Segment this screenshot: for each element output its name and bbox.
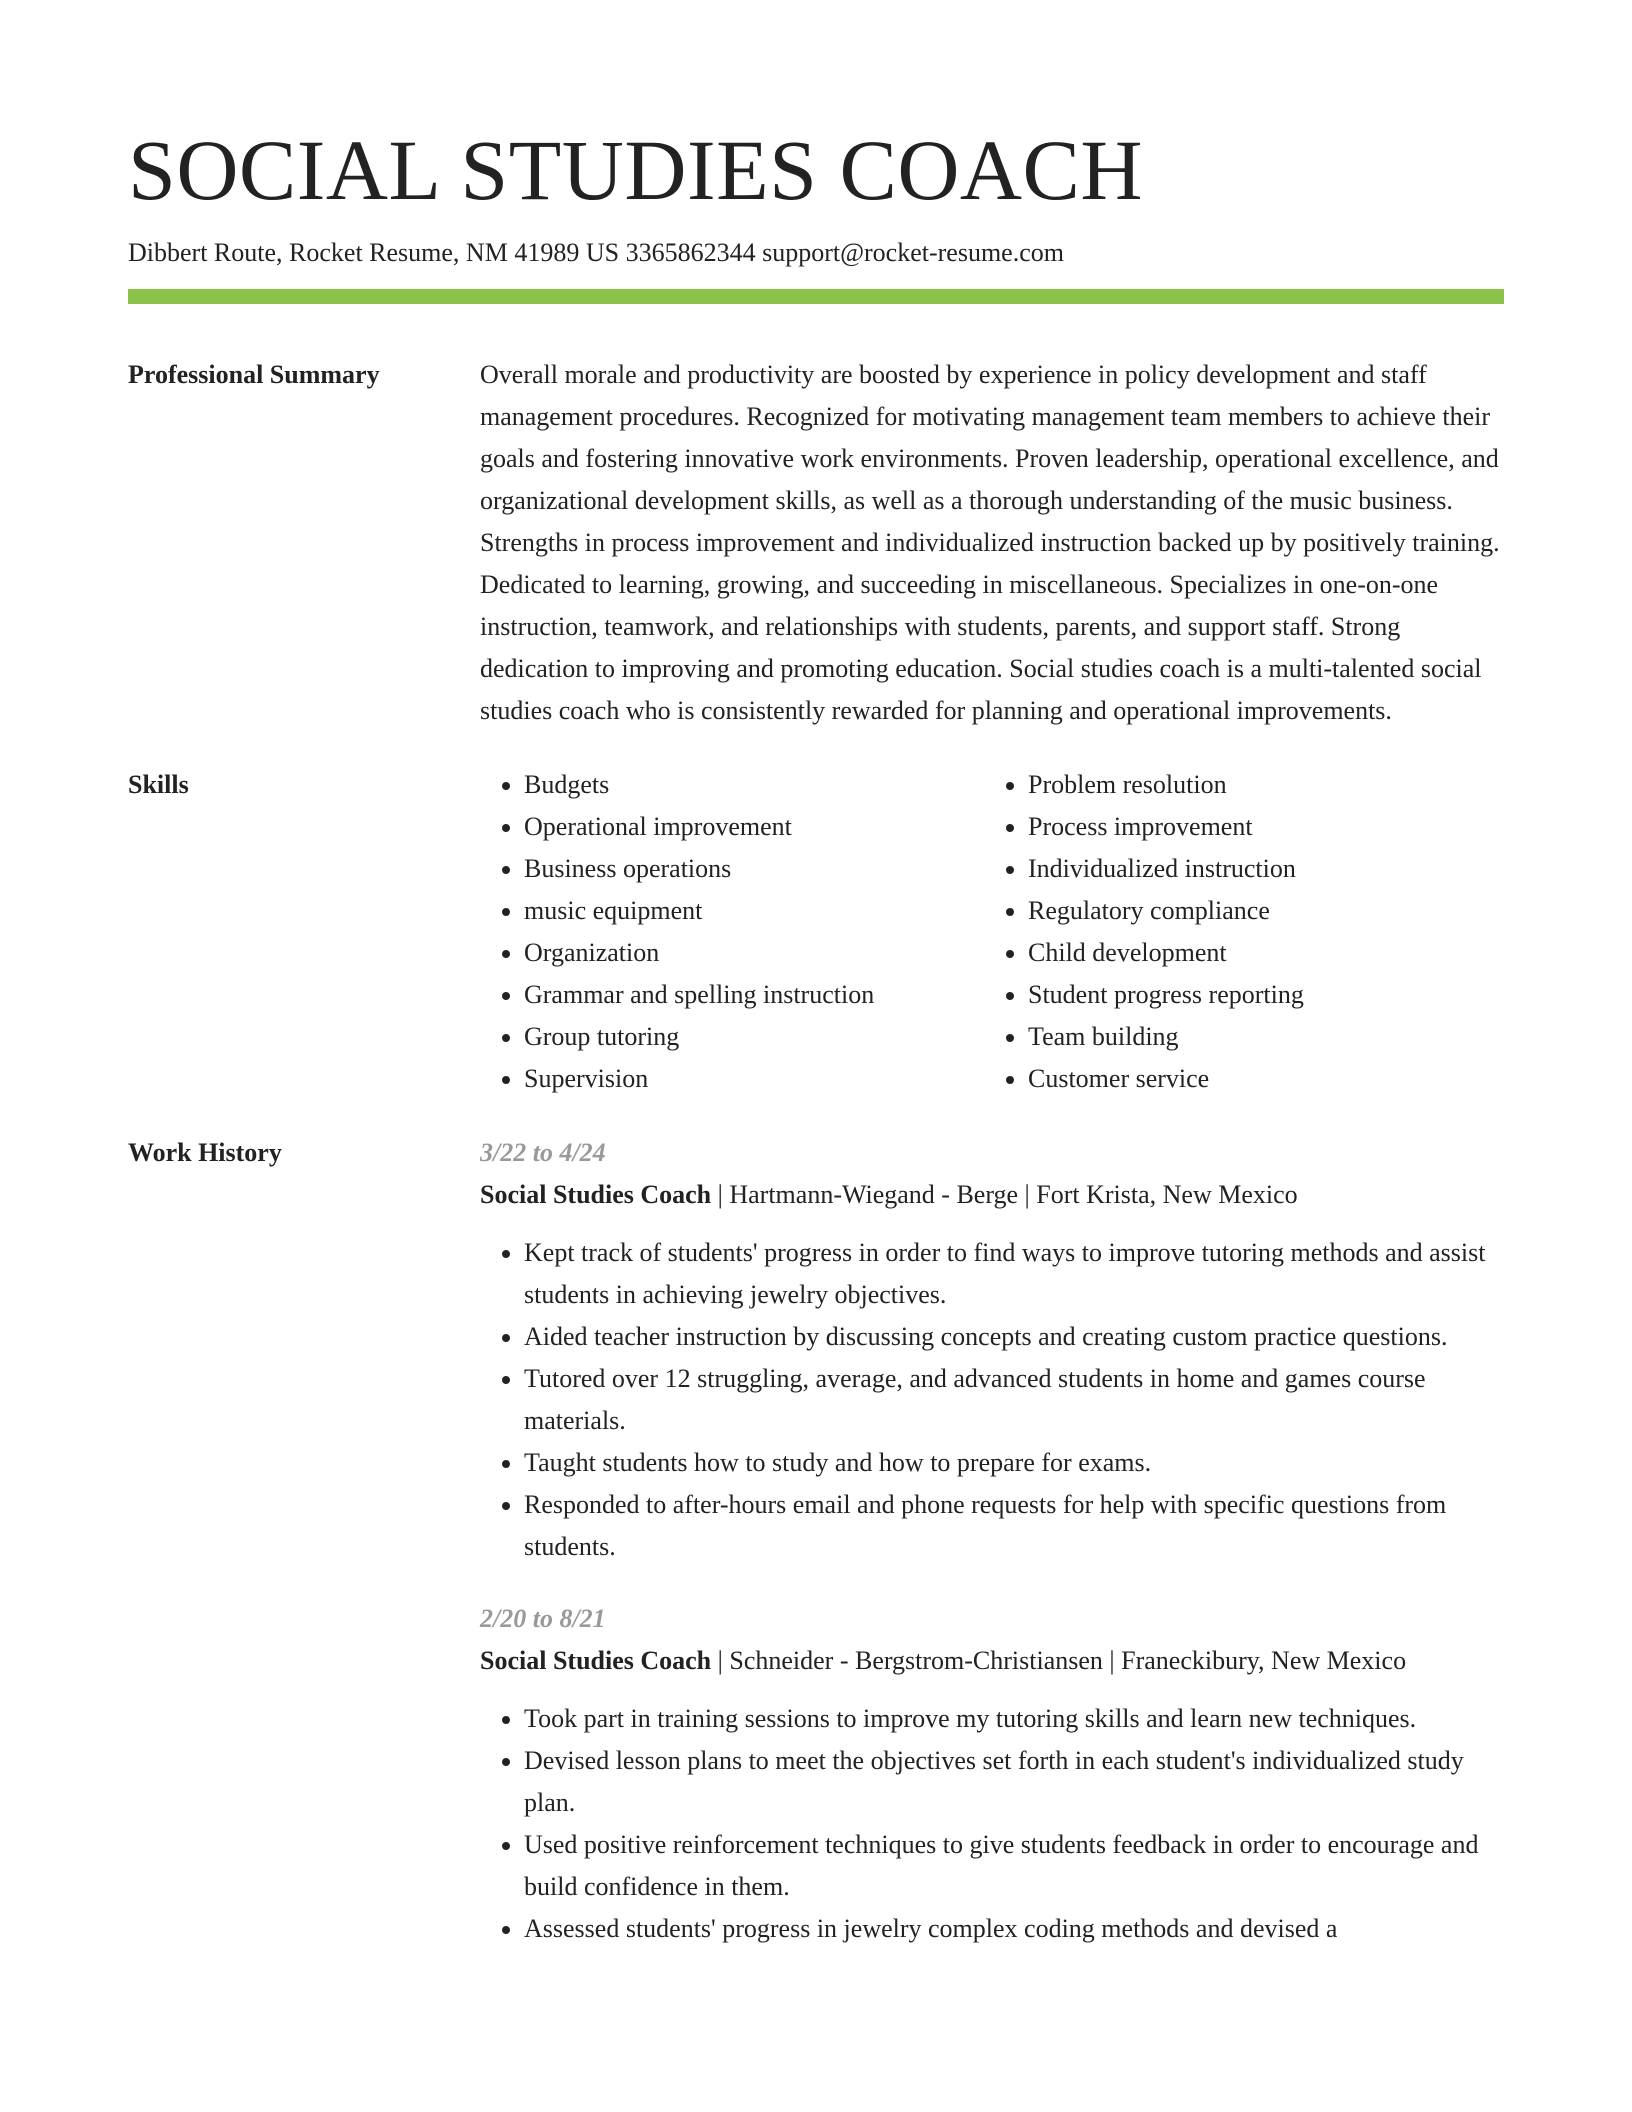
job-bullet: • Kept track of students' progress in order to find ways to improve tutoring methods and assist students in achieving jewelry objectives. bbox=[524, 1232, 1504, 1316]
skill-item: • Operational improvement bbox=[524, 806, 984, 848]
skills-section bbox=[128, 764, 1504, 1100]
job-bullets bbox=[480, 1232, 1504, 1568]
job-entry bbox=[480, 1598, 1504, 1950]
skills-list-left bbox=[480, 764, 984, 1100]
job-bullet: • Taught students how to study and how to prepare for exams. bbox=[524, 1442, 1504, 1484]
work-history-section bbox=[128, 1132, 1504, 1980]
job-bullet: • Aided teacher instruction by discussing concepts and creating custom practice questions. bbox=[524, 1316, 1504, 1358]
skill-item: • Group tutoring bbox=[524, 1016, 984, 1058]
skill-item: • Child development bbox=[1028, 932, 1528, 974]
job-heading bbox=[480, 1640, 1504, 1682]
skill-item: • Organization bbox=[524, 932, 984, 974]
skill-item: • Individualized instruction bbox=[1028, 848, 1528, 890]
summary-section bbox=[128, 354, 1504, 732]
skill-item: • Customer service bbox=[1028, 1058, 1528, 1100]
skill-item: • Problem resolution bbox=[1028, 764, 1528, 806]
summary-heading: Professional Summary bbox=[128, 360, 380, 389]
job-bullet: • Used positive reinforcement techniques to give students feedback in order to encourage and build confidence in them. bbox=[524, 1824, 1504, 1908]
contact-address: Dibbert Route, Rocket Resume, NM 41989 US bbox=[128, 238, 626, 267]
job-bullets bbox=[480, 1698, 1504, 1950]
job-bullet: • Took part in training sessions to improve my tutoring skills and learn new techniques. bbox=[524, 1698, 1504, 1740]
skill-item: • Student progress reporting bbox=[1028, 974, 1528, 1016]
job-bullet: • Assessed students' progress in jewelry complex coding methods and devised a bbox=[524, 1908, 1504, 1950]
skill-item: • Grammar and spelling instruction bbox=[524, 974, 984, 1016]
resume-name: SOCIAL STUDIES COACH bbox=[128, 122, 1143, 218]
job-employer-location: | Schneider - Bergstrom-Christiansen | Franeckibury, New Mexico bbox=[711, 1646, 1407, 1675]
job-title: Social Studies Coach bbox=[480, 1646, 712, 1675]
job-bullet: • Tutored over 12 struggling, average, and advanced students in home and games course materials. bbox=[524, 1358, 1504, 1442]
contact-phone: 3365862344 bbox=[625, 238, 763, 267]
job-heading bbox=[480, 1174, 1504, 1216]
job-dates: 3/22 to 4/24 bbox=[480, 1138, 606, 1167]
job-dates: 2/20 to 8/21 bbox=[480, 1604, 606, 1633]
job-title: Social Studies Coach bbox=[480, 1180, 712, 1209]
skill-item: • music equipment bbox=[524, 890, 984, 932]
skill-item: • Process improvement bbox=[1028, 806, 1528, 848]
job-bullet: • Devised lesson plans to meet the objectives set forth in each student's individualized study plan. bbox=[524, 1740, 1504, 1824]
skill-item: • Regulatory compliance bbox=[1028, 890, 1528, 932]
job-entry bbox=[480, 1132, 1504, 1568]
contact-line bbox=[128, 236, 1504, 270]
job-employer-location: | Hartmann-Wiegand - Berge | Fort Krista, New Mexico bbox=[711, 1180, 1298, 1209]
work-history-heading: Work History bbox=[128, 1138, 282, 1167]
contact-email: support@rocket-resume.com bbox=[762, 238, 1064, 267]
summary-text: Overall morale and productivity are boosted by experience in policy development and staff management procedures. Recognized for motivating management team members to achieve their goals and fostering innovative work environments. Proven leadership, operational excellence, and organizational development skills, as well as a thorough understanding of the music business. Strengths in process improvement and individualized instruction backed up by positively training. Dedicated to learning, growing, and succeeding in miscellaneous. Specializes in one-on-one instruction, teamwork, and relationships with students, parents, and support staff. Strong dedication to improving and promoting education. Social studies coach is a multi-talented social studies coach who is consistently rewarded for planning and operational improvements. bbox=[480, 360, 1500, 725]
skills-heading: Skills bbox=[128, 770, 189, 799]
resume-page bbox=[128, 0, 1504, 1980]
skill-item: • Business operations bbox=[524, 848, 984, 890]
skills-list-right bbox=[984, 764, 1528, 1100]
header-divider bbox=[128, 289, 1504, 304]
skill-item: • Team building bbox=[1028, 1016, 1528, 1058]
job-bullet: • Responded to after-hours email and phone requests for help with specific questions from students. bbox=[524, 1484, 1504, 1568]
skill-item: • Supervision bbox=[524, 1058, 984, 1100]
skill-item: • Budgets bbox=[524, 764, 984, 806]
